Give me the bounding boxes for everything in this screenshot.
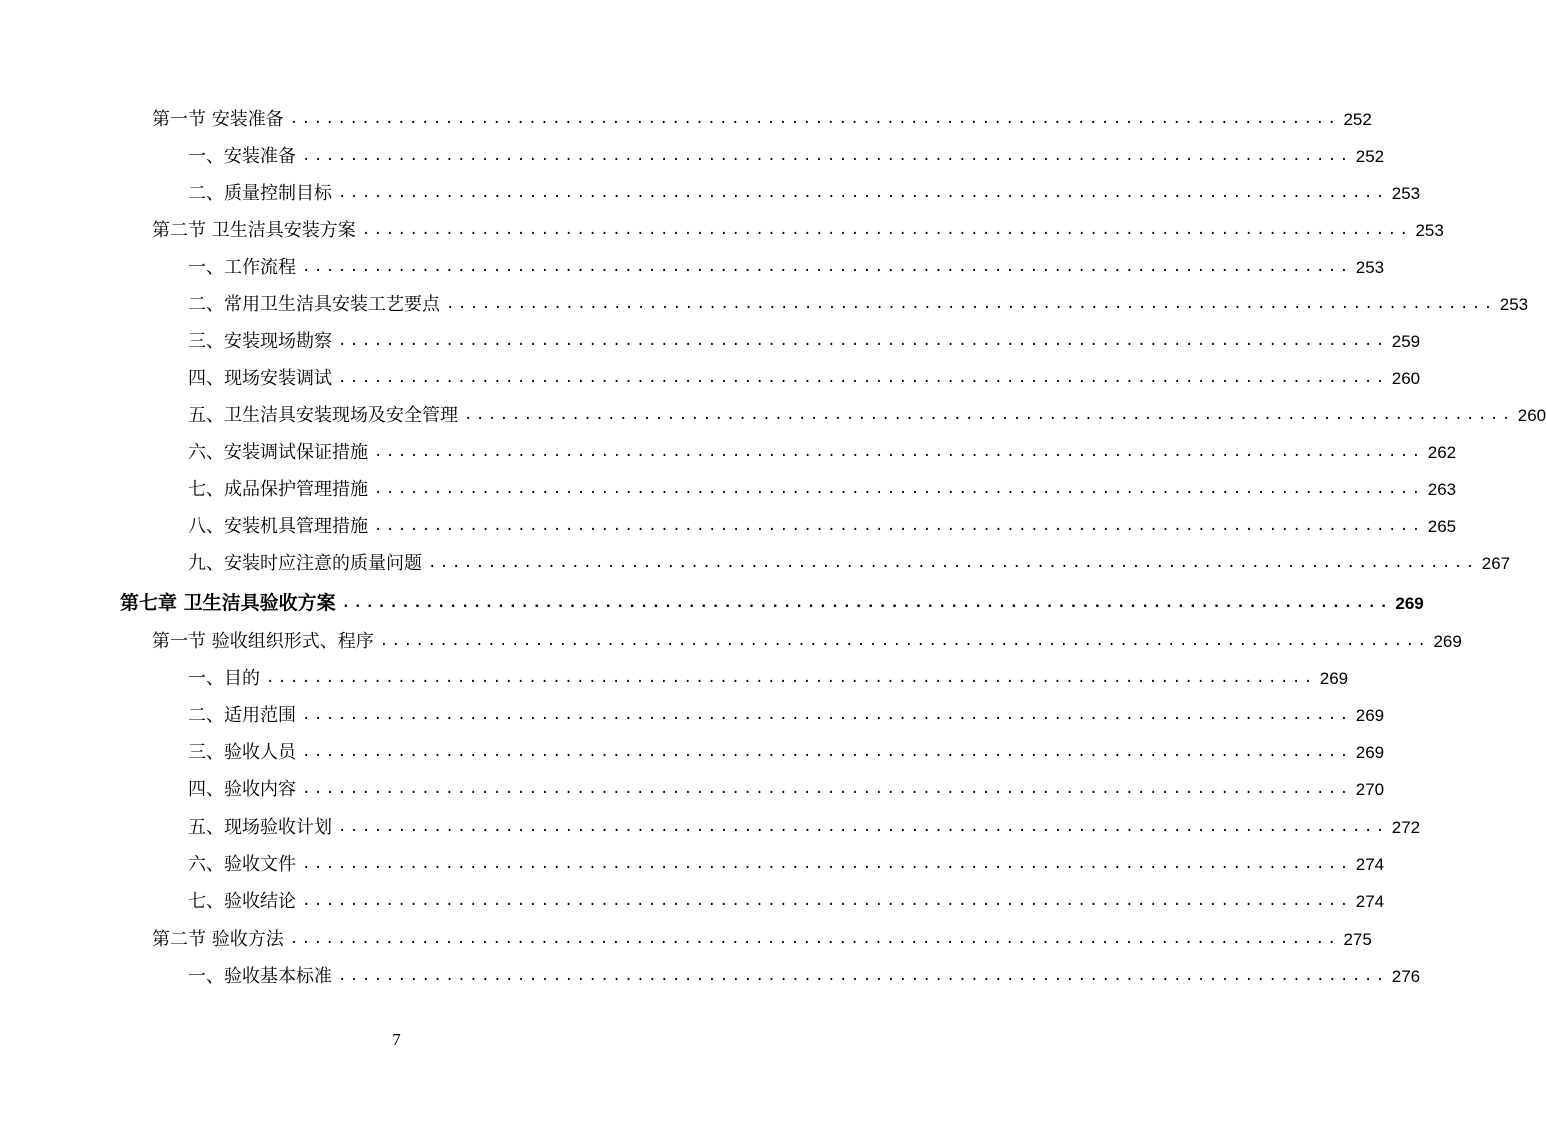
toc-leader: ........................................................................................	[341, 595, 1392, 611]
toc-entry-page: 262	[1427, 443, 1457, 462]
toc-leader: ........................................................................................	[464, 407, 1514, 423]
toc-entry-label: 四、现场安装调试	[188, 368, 332, 389]
toc-entry-page: 260	[1391, 369, 1421, 388]
toc-entry-label: 第一节 验收组织形式、程序	[152, 631, 374, 652]
toc-entry[interactable]	[188, 697, 1385, 734]
toc-entry[interactable]	[188, 958, 1421, 995]
toc-leader: ........................................................................................	[338, 819, 1388, 835]
toc-leader: ........................................................................................	[302, 893, 1352, 909]
toc-entry-label: 五、卫生洁具安装现场及安全管理	[188, 405, 458, 426]
page-number: 7	[392, 1030, 401, 1049]
toc-entry-page: 265	[1427, 517, 1457, 536]
toc-entry-page: 252	[1355, 147, 1385, 166]
toc-entry[interactable]	[152, 623, 1462, 660]
toc-entry-page: 252	[1343, 110, 1372, 129]
toc-entry[interactable]	[188, 323, 1421, 360]
toc-entry-page: 260	[1517, 406, 1546, 425]
toc-chapter-entry[interactable]	[120, 585, 1424, 622]
toc-entry-label: 七、成品保护管理措施	[188, 479, 368, 500]
toc-entry-label: 五、现场验收计划	[188, 817, 332, 838]
toc-leader: ........................................................................................	[289, 111, 1340, 127]
toc-entry[interactable]	[188, 249, 1385, 286]
toc-entry-label: 三、安装现场勘察	[188, 331, 332, 352]
toc-entry-page: 267	[1481, 554, 1511, 573]
toc-entry-label: 八、安装机具管理措施	[188, 516, 368, 537]
toc-entry-page: 253	[1391, 184, 1421, 203]
toc-entry-label: 九、安装时应注意的质量问题	[188, 553, 422, 574]
toc-leader: ........................................................................................	[374, 518, 1424, 534]
toc-entry[interactable]	[188, 771, 1385, 808]
toc-leader: ........................................................................................	[338, 333, 1388, 349]
toc-entry-page: 269	[1355, 706, 1385, 725]
toc-entry[interactable]	[152, 101, 1372, 138]
toc-entry-label: 第二节 卫生洁具安装方案	[152, 220, 356, 241]
toc-leader: ........................................................................................	[446, 296, 1496, 312]
toc-entry-page: 253	[1499, 295, 1529, 314]
toc-leader: ........................................................................................	[302, 259, 1352, 275]
toc-leader: ........................................................................................	[289, 931, 1340, 947]
toc-entry-page: 269	[1319, 669, 1349, 688]
toc-entry[interactable]	[188, 286, 1529, 323]
toc-leader: ........................................................................................	[338, 185, 1388, 201]
toc-entry-page: 269	[1433, 632, 1462, 651]
toc-entry-label: 第一节 安装准备	[152, 109, 284, 130]
toc-entry[interactable]	[152, 212, 1444, 249]
toc-entry-page: 276	[1391, 967, 1421, 986]
toc-entry[interactable]	[188, 809, 1421, 846]
toc-entry-page: 272	[1391, 818, 1421, 837]
toc-entry-label: 二、适用范围	[188, 705, 296, 726]
toc-entry-label: 二、质量控制目标	[188, 183, 332, 204]
toc-entry-page: 263	[1427, 480, 1457, 499]
toc-entry[interactable]	[188, 734, 1385, 771]
toc-entry-label: 二、常用卫生洁具安装工艺要点	[188, 294, 440, 315]
toc-entry-label: 四、验收内容	[188, 779, 296, 800]
toc-entry-page: 269	[1355, 743, 1385, 762]
toc-leader: ........................................................................................	[266, 670, 1316, 686]
toc-entry[interactable]	[188, 508, 1457, 545]
toc-leader: ........................................................................................	[338, 370, 1388, 386]
toc-leader: ........................................................................................	[379, 633, 1430, 649]
toc-entry[interactable]	[188, 471, 1457, 508]
toc-entry-label: 三、验收人员	[188, 742, 296, 763]
toc-entry-label: 一、验收基本标准	[188, 966, 332, 987]
toc-leader: ........................................................................................	[338, 968, 1388, 984]
toc-entry-page: 253	[1355, 258, 1385, 277]
toc-leader: ........................................................................................	[374, 444, 1424, 460]
toc-leader: ........................................................................................	[302, 707, 1352, 723]
toc-entry-label: 一、安装准备	[188, 146, 296, 167]
toc-entry[interactable]	[188, 175, 1421, 212]
toc-entry-page: 270	[1355, 780, 1385, 799]
toc-leader: ........................................................................................	[428, 555, 1478, 571]
toc-entry[interactable]	[188, 397, 1546, 434]
toc-entry-page: 269	[1395, 594, 1424, 613]
toc-entry[interactable]	[188, 545, 1511, 582]
toc-entry-page: 253	[1415, 221, 1444, 240]
toc-leader: ........................................................................................	[374, 481, 1424, 497]
toc-leader: ........................................................................................	[361, 222, 1412, 238]
toc-entry-label: 七、验收结论	[188, 891, 296, 912]
toc-entry[interactable]	[152, 921, 1372, 958]
toc-entry-page: 259	[1391, 332, 1421, 351]
toc-entry-label: 一、工作流程	[188, 257, 296, 278]
toc-entry-page: 275	[1343, 930, 1372, 949]
toc-entry[interactable]	[188, 360, 1421, 397]
toc-leader: ........................................................................................	[302, 744, 1352, 760]
toc-entry[interactable]	[188, 846, 1385, 883]
toc-entry[interactable]	[188, 138, 1385, 175]
toc-entry-label: 一、目的	[188, 668, 260, 689]
toc-entry-page: 274	[1355, 892, 1385, 911]
toc-leader: ........................................................................................	[302, 148, 1352, 164]
toc-entry-label: 第七章 卫生洁具验收方案	[120, 592, 336, 614]
toc-entry-label: 六、安装调试保证措施	[188, 442, 368, 463]
toc-leader: ........................................................................................	[302, 781, 1352, 797]
toc-entry-page: 274	[1355, 855, 1385, 874]
toc-entry[interactable]	[188, 660, 1349, 697]
toc-entry[interactable]	[188, 434, 1457, 471]
toc-entry-label: 第二节 验收方法	[152, 929, 284, 950]
toc-entry[interactable]	[188, 883, 1385, 920]
toc-leader: ........................................................................................	[302, 856, 1352, 872]
toc-entry-label: 六、验收文件	[188, 854, 296, 875]
